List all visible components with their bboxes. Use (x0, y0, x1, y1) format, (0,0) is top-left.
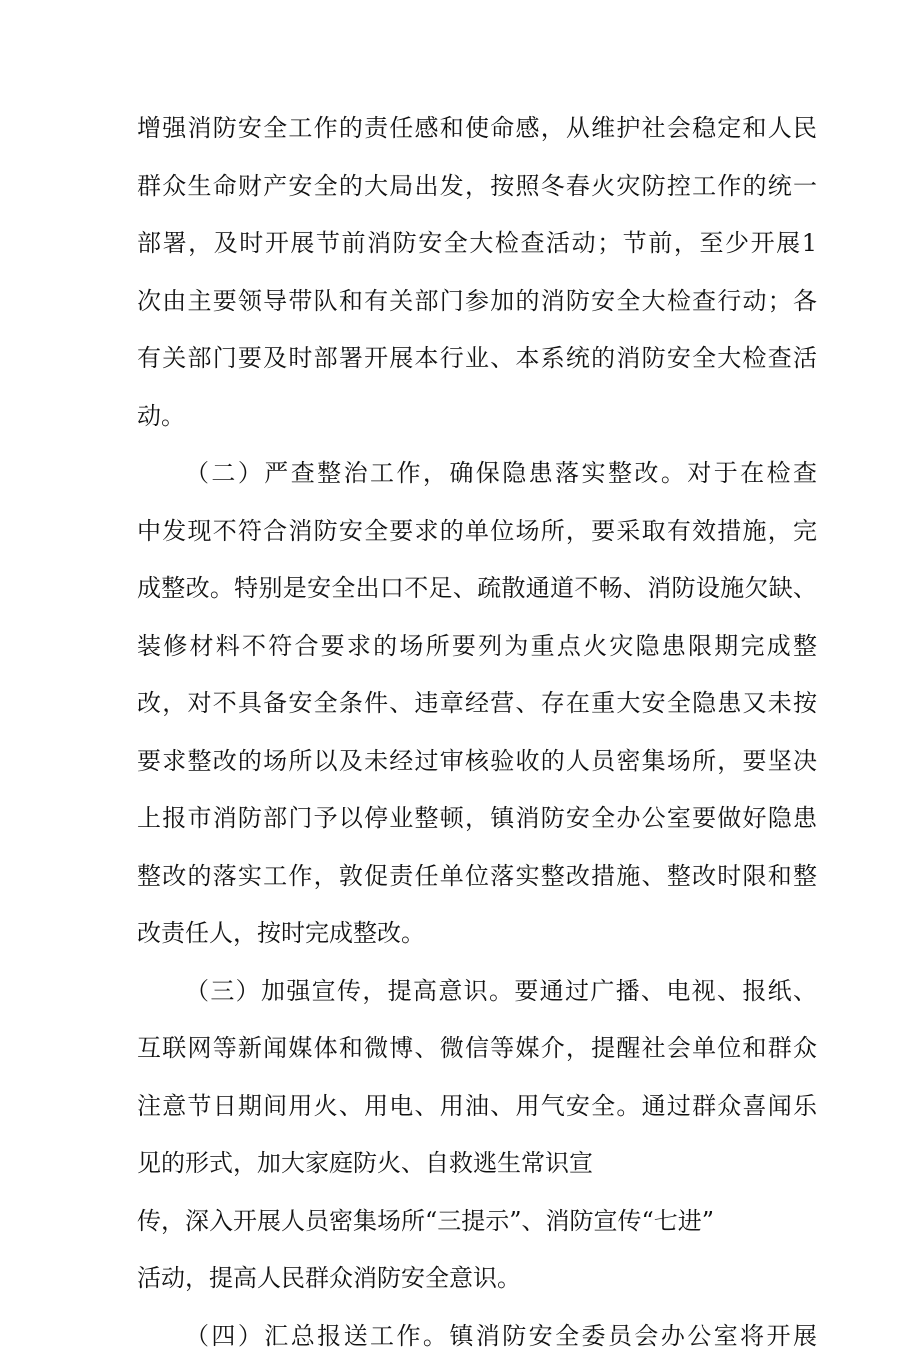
section-heading-line: （三）加强宣传，提高意识。要通过广播、电视、报纸、 (137, 963, 817, 1021)
paragraph-line: 传，深入开展人员密集场所“三提示”、消防宣传“七进” (137, 1193, 817, 1251)
paragraph-line: 部署，及时开展节前消防安全大检查活动；节前，至少开展1 (137, 215, 817, 273)
paragraph-line: 装修材料不符合要求的场所要列为重点火灾隐患限期完成整 (137, 618, 817, 676)
section-heading-line: （二）严查整治工作，确保隐患落实整改。对于在检查 (137, 445, 817, 503)
section-heading-line: （四）汇总报送工作。镇消防安全委员会办公室将开展 (137, 1308, 817, 1365)
paragraph-line: 中发现不符合消防安全要求的单位场所，要采取有效措施，完 (137, 503, 817, 561)
paragraph-line: 改责任人，按时完成整改。 (137, 905, 817, 963)
paragraph-line: 见的形式，加大家庭防火、自救逃生常识宣 (137, 1135, 817, 1193)
body-text (137, 100, 817, 1365)
paragraph-line: 成整改。特别是安全出口不足、疏散通道不畅、消防设施欠缺、 (137, 560, 817, 618)
paragraph-line: 群众生命财产安全的大局出发，按照冬春火灾防控工作的统一 (137, 158, 817, 216)
paragraph-line: 改，对不具备安全条件、违章经营、存在重大安全隐患又未按 (137, 675, 817, 733)
paragraph-line: 整改的落实工作，敦促责任单位落实整改措施、整改时限和整 (137, 848, 817, 906)
paragraph-line: 注意节日期间用火、用电、用油、用气安全。通过群众喜闻乐 (137, 1078, 817, 1136)
paragraph-line: 活动，提高人民群众消防安全意识。 (137, 1250, 817, 1308)
paragraph-line: 要求整改的场所以及未经过审核验收的人员密集场所，要坚决 (137, 733, 817, 791)
paragraph-line: 动。 (137, 388, 817, 446)
paragraph-line: 互联网等新闻媒体和微博、微信等媒介，提醒社会单位和群众 (137, 1020, 817, 1078)
paragraph-line: 上报市消防部门予以停业整顿，镇消防安全办公室要做好隐患 (137, 790, 817, 848)
paragraph-line: 次由主要领导带队和有关部门参加的消防安全大检查行动；各 (137, 273, 817, 331)
paragraph-line: 有关部门要及时部署开展本行业、本系统的消防安全大检查活 (137, 330, 817, 388)
paragraph-line: 增强消防安全工作的责任感和使命感，从维护社会稳定和人民 (137, 100, 817, 158)
